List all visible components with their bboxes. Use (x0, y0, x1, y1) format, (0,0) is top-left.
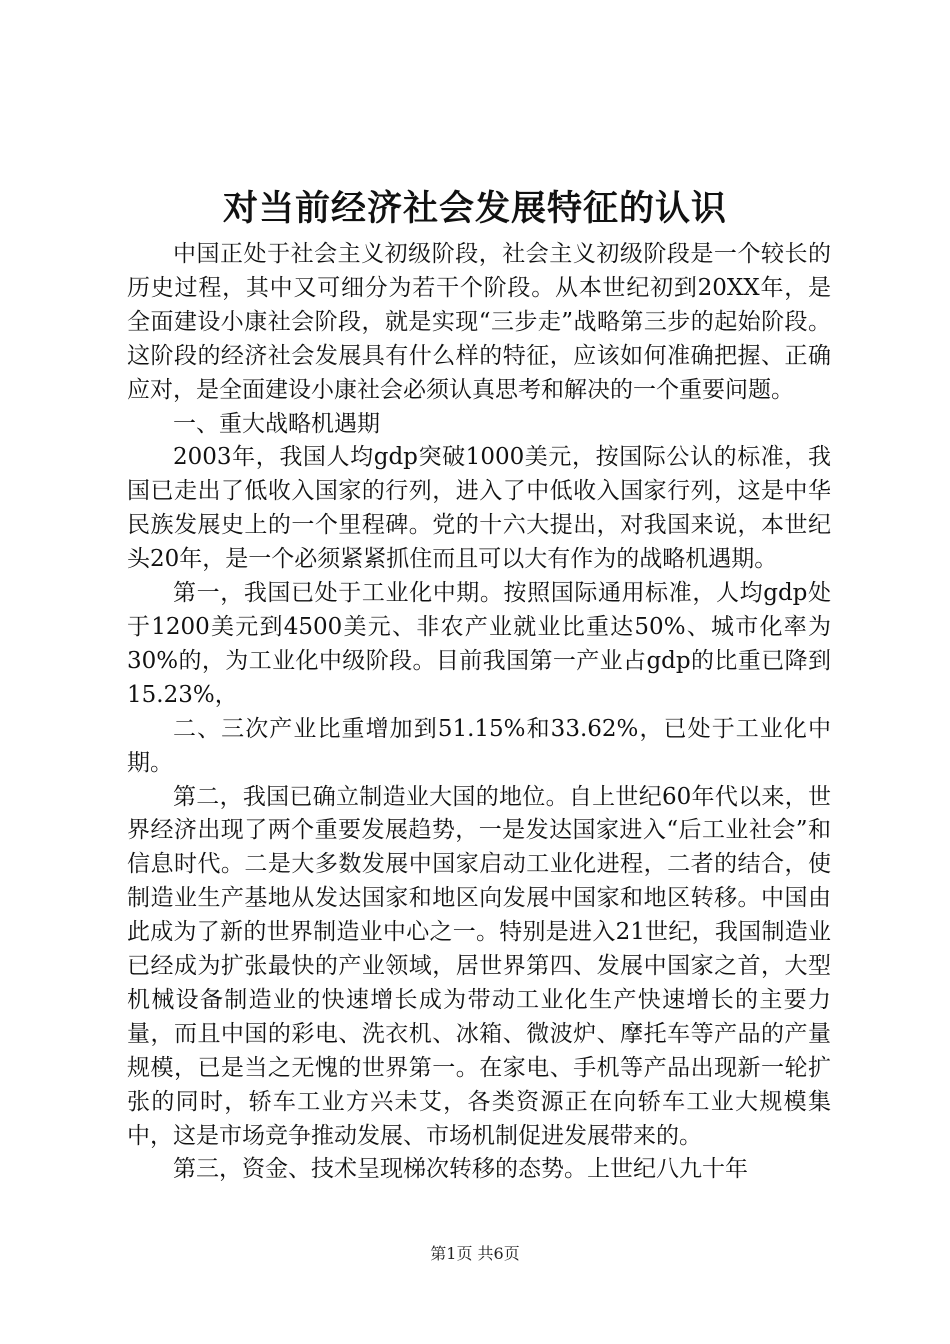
paragraph-second-manufacturing: 第二，我国已确立制造业大国的地位。自上世纪60年代以来，世界经济出现了两个重要发展趋势，一是发达国家进入“后工业社会”和信息时代。二是大多数发展中国家启动工业化进程，二者的结合，使制造业生产基地从发达国家和地区向发展中国家和地区转移。中国由此成为了新的世界制造业中心之一。特别是进入21世纪，我国制造业已经成为扩张最快的产业领域，居世界第四、发展中国家之首，大型机械设备制造业的快速增长成为带动工业化生产快速增长的主要力量，而且中国的彩电、洗衣机、冰箱、微波炉、摩托车等产品的产量规模，已是当之无愧的世界第一。在家电、手机等产品出现新一轮扩张的同时，轿车工业方兴未艾，各类资源正在向轿车工业大规模集中，这是市场竞争推动发展、市场机制促进发展带来的。 (127, 783, 831, 1149)
paragraph-third-capital-technology: 第三，资金、技术呈现梯次转移的态势。上世纪八九十年 (173, 1156, 748, 1183)
paragraph-2003-gdp: 2003年，我国人均gdp突破1000美元，按国际公认的标准，我国已走出了低收入国家的行列，进入了中低收入国家行列，这是中华民族发展史上的一个里程碑。党的十六大提出，对我国来说，本世纪头20年，是一个必须紧紧抓住而且可以大有作为的战略机遇期。 (127, 444, 831, 573)
section-heading-strategic-opportunity: 一、重大战略机遇期 (173, 410, 380, 437)
document-body (127, 238, 831, 1187)
page-number-footer: 第1页 共6页 (430, 1244, 520, 1263)
paragraph-first-industrialization: 第一，我国已处于工业化中期。按照国际通用标准，人均gdp处于1200美元到4500美元、非农产业就业比重达50%、城市化率为30%的，为工业化中级阶段。目前我国第一产业占gdp的比重已降到15.23%， (127, 580, 831, 708)
paragraph-industry-share: 二、三次产业比重增加到51.15%和33.62%，已处于工业化中期。 (127, 715, 831, 776)
document-title: 对当前经济社会发展特征的认识 (222, 188, 727, 229)
paragraph-intro: 中国正处于社会主义初级阶段，社会主义初级阶段是一个较长的历史过程，其中又可细分为若干个阶段。从本世纪初到20XX年，是全面建设小康社会阶段，就是实现“三步走”战略第三步的起始阶段。这阶段的经济社会发展具有什么样的特征，应该如何准确把握、正确应对，是全面建设小康社会必须认真思考和解决的一个重要问题。 (127, 241, 831, 403)
